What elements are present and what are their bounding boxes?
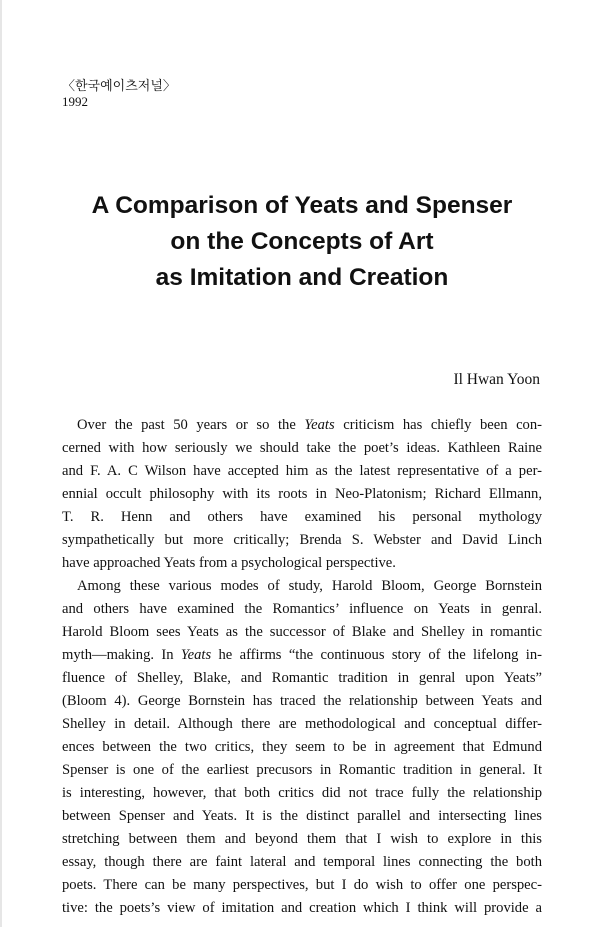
- journal-year: 1992: [62, 94, 88, 109]
- author-name: Il Hwan Yoon: [453, 371, 540, 388]
- text-line: [62, 644, 542, 667]
- text-segment: criticism has chiefly been con-: [334, 417, 542, 433]
- text-segment: Over the past 50 years or so the: [77, 417, 305, 433]
- text-line: Among these various modes of study, Harold Bloom, George Bornstein: [77, 578, 542, 594]
- text-line: tive: the poets’s view of imitation and creation which I think will provide a: [62, 900, 542, 916]
- text-line: [62, 414, 542, 437]
- title-line-2: on the Concepts of Art: [170, 228, 434, 255]
- paragraph-1: [62, 414, 542, 575]
- text-line: ennial occult philosophy with its roots in Neo-Platonism; Richard Ellmann,: [62, 486, 542, 502]
- article-body: [62, 414, 542, 920]
- text-line: Harold Bloom sees Yeats as the successor of Blake and Shelley in romantic: [62, 624, 542, 640]
- text-line: between Spenser and Yeats. It is the distinct parallel and intersecting lines: [62, 808, 542, 824]
- text-line: Shelley in detail. Although there are methodological and conceptual differ-: [62, 716, 542, 732]
- italic-title: Yeats: [304, 417, 335, 433]
- text-segment: he affirms “the continuous story of the lifelong in-: [211, 647, 542, 663]
- text-line: is interesting, however, that both critics did not trace fully the relationship: [62, 785, 542, 801]
- paragraph-2: [62, 575, 542, 920]
- text-line: and others have examined the Romantics’ influence on Yeats in genral.: [62, 601, 542, 617]
- journal-header: [62, 78, 176, 110]
- title-line-3: as Imitation and Creation: [155, 264, 449, 291]
- text-line: have approached Yeats from a psychological perspective.: [62, 555, 396, 571]
- title-line-1: A Comparison of Yeats and Spenser: [91, 192, 513, 219]
- text-line: T. R. Henn and others have examined his personal mythology: [62, 509, 542, 525]
- text-line: (Bloom 4). George Bornstein has traced the relationship between Yeats and: [62, 693, 542, 709]
- text-line: ences between the two critics, they seem to be in agreement that Edmund: [62, 739, 542, 755]
- text-segment: myth—making. In: [62, 647, 181, 663]
- italic-title: Yeats: [180, 647, 212, 663]
- text-line: essay, though there are faint lateral and temporal lines connecting the both: [62, 854, 542, 870]
- text-line: fluence of Shelley, Blake, and Romantic tradition in genral upon Yeats”: [62, 670, 542, 686]
- text-line: stretching between them and beyond them that I wish to explore in this: [62, 831, 542, 847]
- text-line: Spenser is one of the earliest precusors in Romantic tradition in general. It: [62, 762, 542, 778]
- text-line: and F. A. C Wilson have accepted him as the latest representative of a per-: [62, 463, 542, 479]
- journal-name: 〈한국예이츠저널〉: [62, 78, 176, 93]
- article-title: [2, 188, 600, 296]
- text-line: cerned with how seriously we should take the poet’s ideas. Kathleen Raine: [62, 440, 542, 456]
- text-line: poets. There can be many perspectives, but I do wish to offer one perspec-: [62, 877, 542, 893]
- text-line: sympathetically but more critically; Brenda S. Webster and David Linch: [62, 532, 542, 548]
